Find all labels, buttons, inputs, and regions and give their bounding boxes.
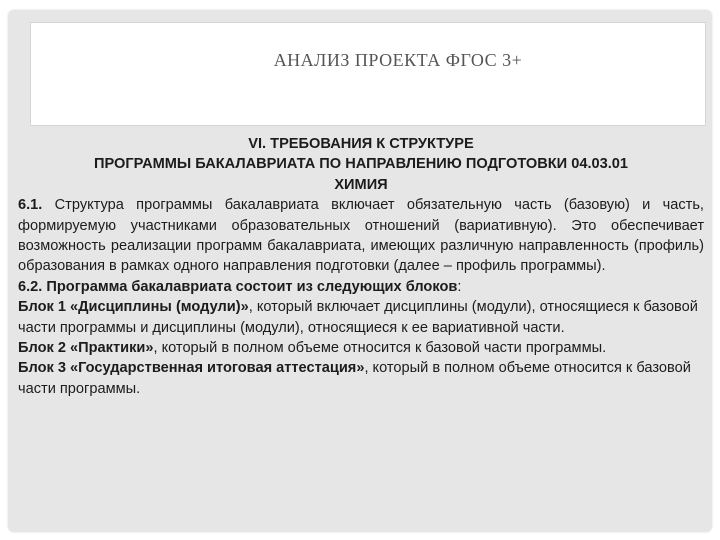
slide xyxy=(8,10,712,532)
paragraph-6-1-number: 6.1. xyxy=(18,197,43,214)
block-1 xyxy=(18,297,704,338)
heading-line-2: ПРОГРАММЫ БАКАЛАВРИАТА ПО НАПРАВЛЕНИЮ ПОДГОТОВКИ 04.03.01 xyxy=(93,156,629,173)
slide-content xyxy=(18,134,704,399)
block-2 xyxy=(18,338,704,358)
paragraph-6-1-text: Структура программы бакалавриата включает обязательную часть (базовую) и часть, формируемую участниками образовательных отношений (вариативную). Это обеспечивает возможность реализации программ бакалавриата, имеющих различную направленность (профиль) образования в рамках одного направления подготовки (далее – профиль программы). xyxy=(18,197,704,275)
heading-line-1: VI. ТРЕБОВАНИЯ К СТРУКТУРЕ xyxy=(248,136,474,152)
heading-line-3: ХИМИЯ xyxy=(334,176,388,193)
block-3-text: , который в полном объеме относится к базовой части программы. xyxy=(18,360,691,397)
slide-title: АНАЛИЗ ПРОЕКТА ФГОС 3+ xyxy=(273,50,523,70)
paragraph-6-2-bold: 6.2. Программа бакалавриата состоит из следующих блоков xyxy=(18,278,458,295)
paragraph-6-2 xyxy=(18,277,704,297)
block-3-label: Блок 3 «Государственная итоговая аттестация» xyxy=(18,360,365,377)
block-3 xyxy=(18,358,704,399)
section-heading xyxy=(18,134,704,195)
block-1-text: , который включает дисциплины (модули), относящиеся к базовой части программы и дисциплины (модули), относящиеся к ее вариативной части. xyxy=(18,299,698,336)
block-2-label: Блок 2 «Практики» xyxy=(18,340,154,357)
title-box xyxy=(30,22,706,126)
paragraph-6-2-rest: : xyxy=(457,278,462,295)
block-2-text: , который в полном объеме относится к базовой части программы. xyxy=(153,340,607,357)
block-1-label: Блок 1 «Дисциплины (модули)» xyxy=(18,299,249,316)
paragraph-6-1 xyxy=(18,195,704,277)
